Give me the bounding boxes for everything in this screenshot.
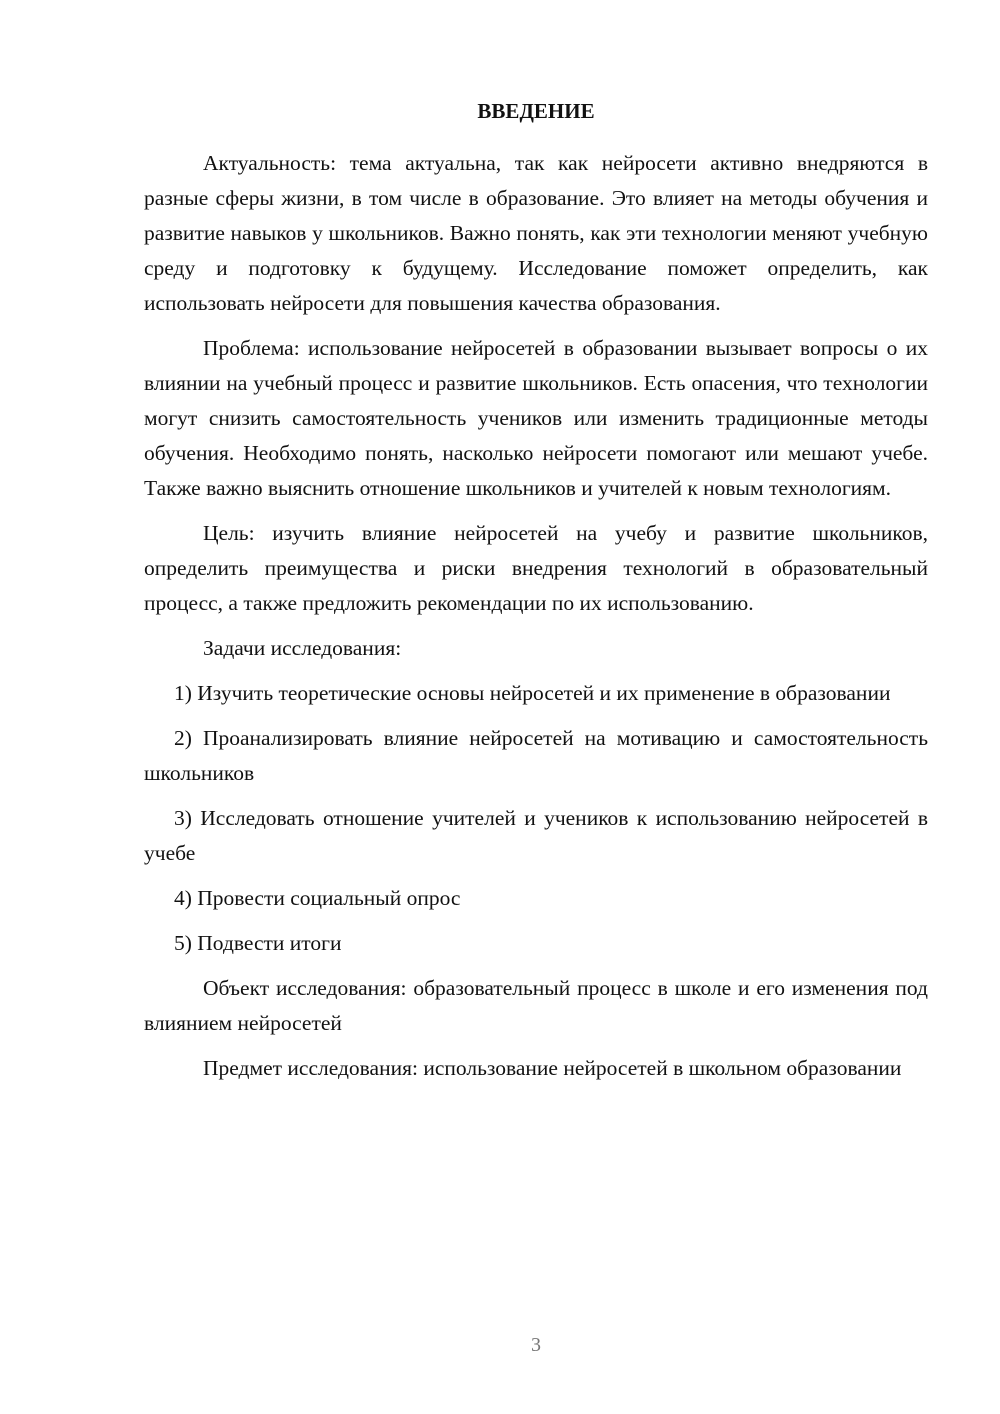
page-title: ВВЕДЕНИЕ xyxy=(477,99,595,123)
object-paragraph: Объект исследования: образовательный процесс в школе и его изменения под влиянием нейросетей xyxy=(144,976,928,1035)
list-item: 3) Исследовать отношение учителей и учеников к использованию нейросетей в учебе xyxy=(144,806,928,865)
list-item: 5) Подвести итоги xyxy=(174,931,342,955)
list-item: 2) Проанализировать влияние нейросетей на мотивацию и самостоятельность школьников xyxy=(144,726,928,785)
goal-paragraph: Цель: изучить влияние нейросетей на учебу и развитие школьников, определить преимущества и риски внедрения технологий в образовательный процесс, а также предложить рекомендации по их использованию. xyxy=(144,521,928,615)
problem-paragraph: Проблема: использование нейросетей в образовании вызывает вопросы о их влиянии на учебный процесс и развитие школьников. Есть опасения, что технологии могут снизить самостоятельность учеников или изменить традиционные методы обучения. Необходимо понять, насколько нейросети помогают или мешают учебе. Также важно выяснить отношение школьников и учителей к новым технологиям. xyxy=(144,336,928,500)
tasks-list xyxy=(144,676,928,961)
list-item: 1) Изучить теоретические основы нейросетей и их применение в образовании xyxy=(174,681,891,705)
subject-paragraph: Предмет исследования: использование нейросетей в школьном образовании xyxy=(203,1056,902,1080)
page-number: 3 xyxy=(531,1334,541,1356)
relevance-paragraph: Актуальность: тема актуальна, так как нейросети активно внедряются в разные сферы жизни, в том числе в образование. Это влияет на методы обучения и развитие навыков у школьников. Важно понять, как эти технологии меняют учебную среду и подготовку к будущему. Исследование поможет определить, как использовать нейросети для повышения качества образования. xyxy=(144,151,928,315)
tasks-heading: Задачи исследования: xyxy=(203,636,402,660)
list-item: 4) Провести социальный опрос xyxy=(174,886,461,910)
